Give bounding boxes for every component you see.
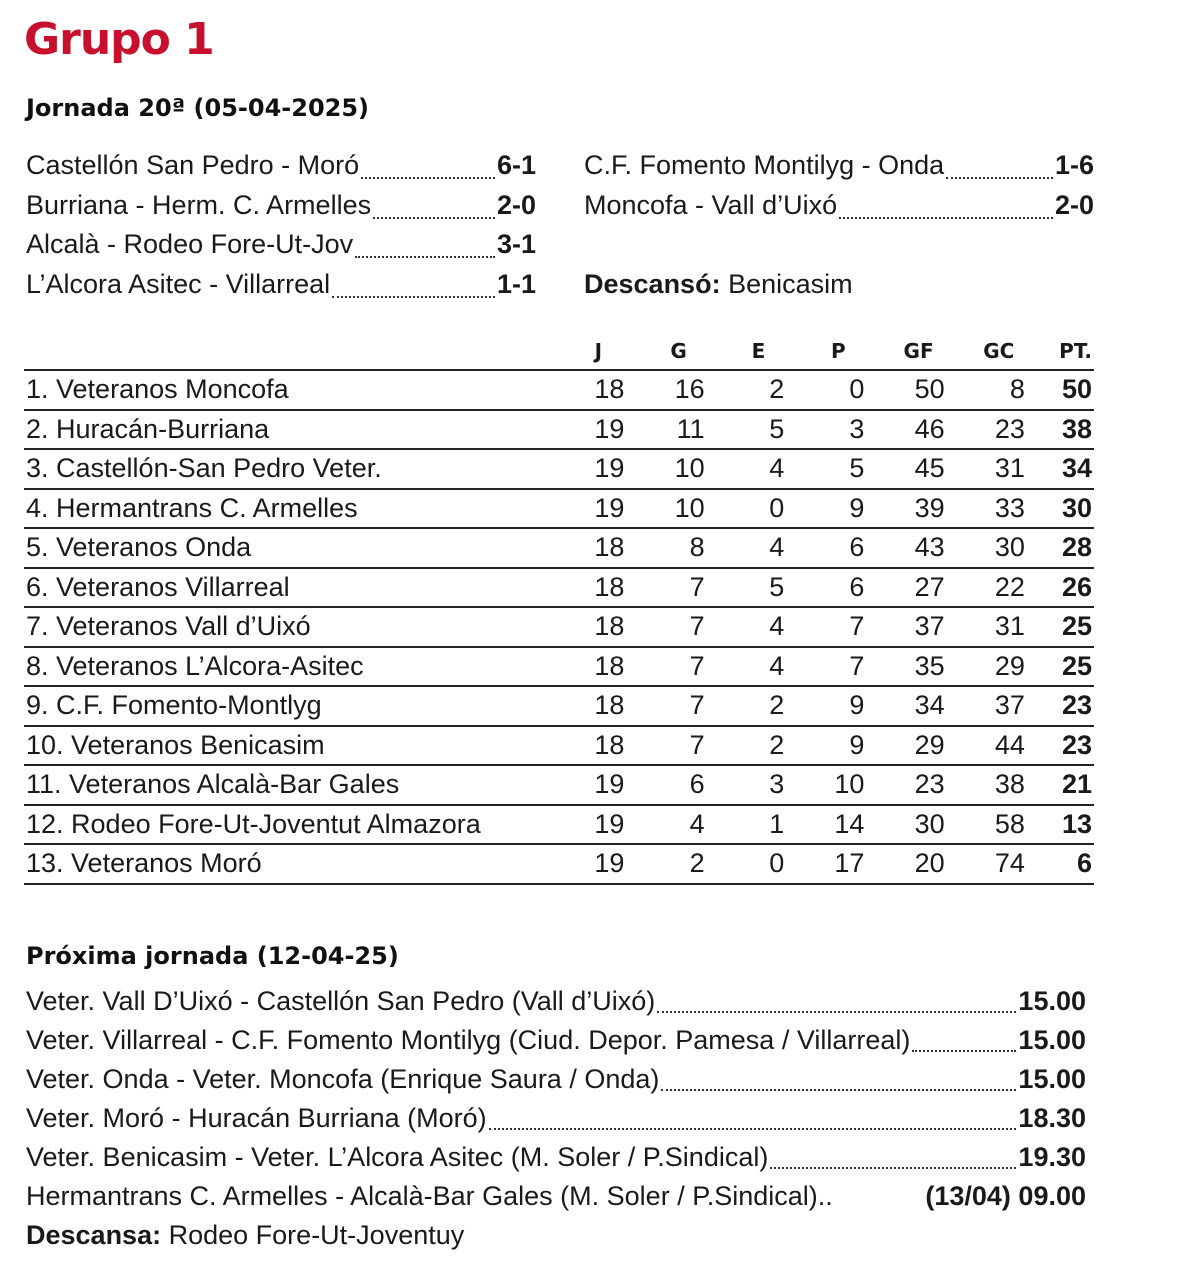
stat-e: 2 — [719, 726, 799, 766]
stat-gc: 29 — [959, 647, 1039, 687]
rest-team-note — [584, 264, 853, 304]
stat-g: 16 — [638, 370, 718, 410]
stat-j: 19 — [558, 449, 638, 489]
result-score: 1-6 — [1054, 150, 1094, 180]
stat-pt: 6 — [1039, 844, 1094, 884]
stat-g: 7 — [638, 647, 718, 687]
header-e: E — [719, 333, 799, 370]
stat-j: 18 — [558, 607, 638, 647]
stat-pt: 23 — [1039, 686, 1094, 726]
stat-pt: 25 — [1039, 647, 1094, 687]
stat-gc: 23 — [959, 410, 1039, 450]
stat-pt: 13 — [1039, 805, 1094, 845]
team-name: 12. Rodeo Fore-Ut-Joventut Almazora — [24, 805, 558, 845]
next-jornada-heading: Próxima jornada (12-04-25) — [26, 942, 399, 970]
stat-j: 18 — [558, 568, 638, 608]
stat-e: 4 — [719, 449, 799, 489]
team-name: 6. Veteranos Villarreal — [24, 568, 558, 608]
stat-j: 18 — [558, 528, 638, 568]
result-score: 3-1 — [496, 229, 536, 259]
team-name: 9. C.F. Fomento-Montlyg — [24, 686, 558, 726]
dot-leader — [355, 256, 495, 258]
team-name: 10. Veteranos Benicasim — [24, 726, 558, 766]
stat-gf: 27 — [878, 568, 958, 608]
result-match: C.F. Fomento Montilyg - Onda — [584, 150, 945, 180]
stat-p: 9 — [798, 686, 878, 726]
stat-gf: 46 — [878, 410, 958, 450]
stat-j: 18 — [558, 370, 638, 410]
stat-gc: 38 — [959, 765, 1039, 805]
stat-gf: 39 — [878, 489, 958, 529]
fixture-match: Hermantrans C. Armelles - Alcalà-Bar Gales (M. Soler / P.Sindical).. — [26, 1181, 833, 1211]
stat-p: 7 — [798, 647, 878, 687]
result-match: Moncofa - Vall d’Uixó — [584, 190, 838, 220]
stat-e: 3 — [719, 765, 799, 805]
team-name: 11. Veteranos Alcalà-Bar Gales — [24, 765, 558, 805]
rest-team: Rodeo Fore-Ut-Joventuy — [168, 1220, 465, 1250]
stat-j: 18 — [558, 726, 638, 766]
header-g: G — [638, 333, 718, 370]
stat-gf: 29 — [878, 726, 958, 766]
stat-gf: 35 — [878, 647, 958, 687]
stat-g: 10 — [638, 449, 718, 489]
stat-j: 19 — [558, 489, 638, 529]
stat-gf: 20 — [878, 844, 958, 884]
stat-gf: 43 — [878, 528, 958, 568]
standings-table — [24, 333, 1094, 885]
stat-p: 17 — [798, 844, 878, 884]
stat-e: 0 — [719, 844, 799, 884]
dot-leader — [912, 1050, 1016, 1052]
result-row — [26, 145, 536, 185]
table-row — [24, 489, 1094, 529]
stat-pt: 28 — [1039, 528, 1094, 568]
table-row — [24, 844, 1094, 884]
result-match: Alcalà - Rodeo Fore-Ut-Jov — [26, 229, 354, 259]
stat-gc: 74 — [959, 844, 1039, 884]
result-row — [26, 264, 536, 304]
fixture-time: 19.30 — [1018, 1142, 1086, 1172]
stat-gf: 34 — [878, 686, 958, 726]
dot-leader — [373, 217, 495, 219]
fixture-row — [26, 1137, 1086, 1177]
dot-leader — [661, 1089, 1016, 1091]
stat-p: 6 — [798, 528, 878, 568]
fixture-row — [26, 1059, 1086, 1099]
result-row — [26, 224, 536, 264]
standings-header-row — [24, 333, 1094, 370]
stat-pt: 23 — [1039, 726, 1094, 766]
team-name: 13. Veteranos Moró — [24, 844, 558, 884]
stat-gc: 33 — [959, 489, 1039, 529]
dot-leader — [770, 1167, 1016, 1169]
stat-g: 7 — [638, 726, 718, 766]
stat-p: 3 — [798, 410, 878, 450]
stat-p: 0 — [798, 370, 878, 410]
next-rest-note — [26, 1215, 464, 1255]
stat-pt: 25 — [1039, 607, 1094, 647]
stat-e: 4 — [719, 607, 799, 647]
stat-e: 1 — [719, 805, 799, 845]
stat-e: 5 — [719, 568, 799, 608]
stat-e: 4 — [719, 528, 799, 568]
dot-leader — [657, 1011, 1016, 1013]
dot-leader — [946, 177, 1053, 179]
table-row — [24, 449, 1094, 489]
stat-gc: 31 — [959, 607, 1039, 647]
stat-g: 8 — [638, 528, 718, 568]
stat-p: 7 — [798, 607, 878, 647]
stat-j: 19 — [558, 410, 638, 450]
result-row — [584, 145, 1094, 185]
stat-gc: 58 — [959, 805, 1039, 845]
team-name: 1. Veteranos Moncofa — [24, 370, 558, 410]
table-row — [24, 607, 1094, 647]
stat-p: 14 — [798, 805, 878, 845]
dot-leader — [839, 217, 1053, 219]
stat-g: 7 — [638, 568, 718, 608]
stat-p: 9 — [798, 489, 878, 529]
header-j: J — [558, 333, 638, 370]
table-row — [24, 765, 1094, 805]
table-row — [24, 568, 1094, 608]
fixture-time: 15.00 — [1018, 1064, 1086, 1094]
stat-p: 6 — [798, 568, 878, 608]
result-match: Burriana - Herm. C. Armelles — [26, 190, 372, 220]
team-name: 4. Hermantrans C. Armelles — [24, 489, 558, 529]
stat-j: 19 — [558, 805, 638, 845]
stat-p: 5 — [798, 449, 878, 489]
fixture-match: Veter. Vall D’Uixó - Castellón San Pedro (Vall d’Uixó) — [26, 986, 656, 1016]
stat-p: 10 — [798, 765, 878, 805]
table-row — [24, 528, 1094, 568]
stat-e: 0 — [719, 489, 799, 529]
stat-g: 6 — [638, 765, 718, 805]
page-title: Grupo 1 — [24, 14, 214, 65]
table-row — [24, 410, 1094, 450]
dot-leader — [332, 296, 495, 298]
header-gf: GF — [878, 333, 958, 370]
result-score: 6-1 — [496, 150, 536, 180]
header-p: P — [798, 333, 878, 370]
header-pt: PT. — [1039, 333, 1094, 370]
stat-pt: 30 — [1039, 489, 1094, 529]
stat-p: 9 — [798, 726, 878, 766]
result-score: 1-1 — [496, 269, 536, 299]
table-row — [24, 370, 1094, 410]
fixture-match: Veter. Villarreal - C.F. Fomento Montilyg (Ciud. Depor. Pamesa / Villarreal) — [26, 1025, 911, 1055]
stat-gf: 50 — [878, 370, 958, 410]
stat-gc: 30 — [959, 528, 1039, 568]
result-row — [26, 185, 536, 225]
team-name: 5. Veteranos Onda — [24, 528, 558, 568]
header-team — [24, 333, 558, 370]
fixture-time: 15.00 — [1018, 986, 1086, 1016]
stat-gf: 45 — [878, 449, 958, 489]
stat-j: 19 — [558, 844, 638, 884]
fixture-match: Veter. Moró - Huracán Burriana (Moró) — [26, 1103, 487, 1133]
stat-pt: 38 — [1039, 410, 1094, 450]
fixture-row — [26, 1098, 1086, 1138]
fixture-match: Veter. Benicasim - Veter. L’Alcora Asitec (M. Soler / P.Sindical) — [26, 1142, 769, 1172]
stat-g: 4 — [638, 805, 718, 845]
stat-g: 11 — [638, 410, 718, 450]
table-row — [24, 805, 1094, 845]
dot-leader — [489, 1128, 1017, 1130]
stat-j: 18 — [558, 647, 638, 687]
fixture-match: Veter. Onda - Veter. Moncofa (Enrique Saura / Onda) — [26, 1064, 660, 1094]
stat-gc: 22 — [959, 568, 1039, 608]
team-name: 7. Veteranos Vall d’Uixó — [24, 607, 558, 647]
header-gc: GC — [959, 333, 1039, 370]
result-score: 2-0 — [496, 190, 536, 220]
fixture-row — [26, 981, 1086, 1021]
stat-g: 7 — [638, 686, 718, 726]
team-name: 3. Castellón-San Pedro Veter. — [24, 449, 558, 489]
stat-j: 18 — [558, 686, 638, 726]
stat-pt: 21 — [1039, 765, 1094, 805]
stat-gc: 37 — [959, 686, 1039, 726]
stat-e: 5 — [719, 410, 799, 450]
stat-gf: 37 — [878, 607, 958, 647]
result-row — [584, 185, 1094, 225]
fixture-row — [26, 1176, 1086, 1216]
fixture-time: (13/04) 09.00 — [925, 1181, 1086, 1211]
stat-gc: 8 — [959, 370, 1039, 410]
stat-j: 19 — [558, 765, 638, 805]
stat-e: 4 — [719, 647, 799, 687]
stat-gf: 30 — [878, 805, 958, 845]
rest-team: Benicasim — [728, 269, 853, 299]
stat-e: 2 — [719, 370, 799, 410]
stat-gc: 31 — [959, 449, 1039, 489]
table-row — [24, 686, 1094, 726]
stat-gf: 23 — [878, 765, 958, 805]
dot-leader — [361, 177, 495, 179]
jornada-heading: Jornada 20ª (05-04-2025) — [26, 94, 370, 122]
fixture-time: 15.00 — [1018, 1025, 1086, 1055]
table-row — [24, 726, 1094, 766]
table-row — [24, 647, 1094, 687]
stat-pt: 34 — [1039, 449, 1094, 489]
stat-g: 10 — [638, 489, 718, 529]
stat-g: 2 — [638, 844, 718, 884]
result-match: L’Alcora Asitec - Villarreal — [26, 269, 331, 299]
stat-e: 2 — [719, 686, 799, 726]
stat-g: 7 — [638, 607, 718, 647]
team-name: 8. Veteranos L’Alcora-Asitec — [24, 647, 558, 687]
result-match: Castellón San Pedro - Moró — [26, 150, 360, 180]
fixture-row — [26, 1020, 1086, 1060]
stat-pt: 50 — [1039, 370, 1094, 410]
fixture-time: 18.30 — [1018, 1103, 1086, 1133]
rest-label: Descansa: — [26, 1220, 162, 1250]
result-score: 2-0 — [1054, 190, 1094, 220]
stat-pt: 26 — [1039, 568, 1094, 608]
team-name: 2. Huracán-Burriana — [24, 410, 558, 450]
stat-gc: 44 — [959, 726, 1039, 766]
rest-label: Descansó: — [584, 269, 721, 299]
